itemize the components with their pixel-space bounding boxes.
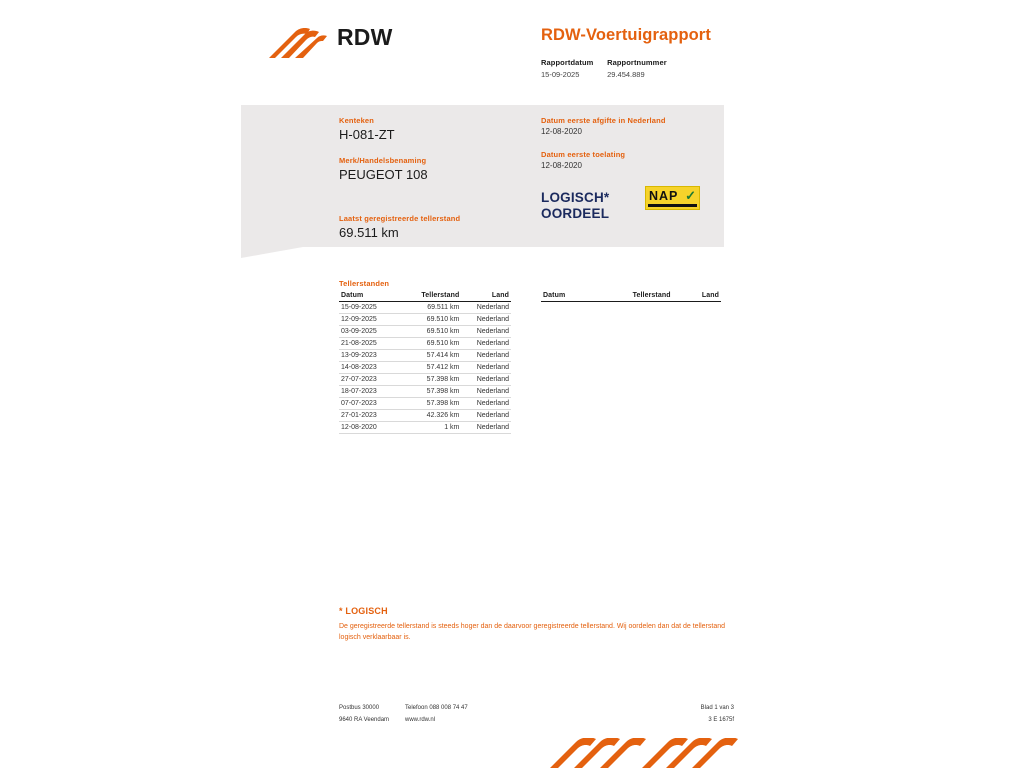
column-header-land: Land bbox=[461, 291, 511, 302]
cell-land: Nederland bbox=[461, 350, 511, 362]
note-title: * LOGISCH bbox=[339, 606, 388, 616]
cell-land: Nederland bbox=[461, 422, 511, 434]
page-title: RDW-Voertuigrapport bbox=[541, 26, 711, 44]
panel-notch-decoration bbox=[241, 247, 303, 258]
table-body bbox=[339, 302, 511, 434]
cell-tellerstand: 69.511 km bbox=[399, 302, 461, 314]
merk-label: Merk/Handelsbenaming bbox=[339, 156, 427, 165]
cell-land: Nederland bbox=[461, 326, 511, 338]
brand-wordmark: RDW bbox=[337, 24, 393, 50]
cell-datum: 14-08-2023 bbox=[339, 362, 399, 374]
table-row bbox=[339, 314, 511, 326]
verdict-text bbox=[541, 190, 609, 223]
cell-datum: 27-01-2023 bbox=[339, 410, 399, 422]
eerste-toelating-label: Datum eerste toelating bbox=[541, 150, 626, 159]
cell-datum: 12-08-2020 bbox=[339, 422, 399, 434]
report-date-label: Rapportdatum bbox=[541, 58, 594, 67]
column-header-tellerstand: Tellerstand bbox=[399, 291, 461, 302]
cell-datum: 18-07-2023 bbox=[339, 386, 399, 398]
report-date-block bbox=[541, 58, 605, 79]
column-header-datum: Datum bbox=[541, 291, 609, 302]
footer-form-code: 3 E 1675f bbox=[708, 717, 734, 723]
cell-land: Nederland bbox=[461, 386, 511, 398]
nap-badge bbox=[645, 186, 700, 210]
cell-tellerstand: 57.414 km bbox=[399, 350, 461, 362]
cell-land: Nederland bbox=[461, 362, 511, 374]
eerste-afgifte-label: Datum eerste afgifte in Nederland bbox=[541, 116, 666, 125]
table-header-row bbox=[339, 291, 511, 302]
cell-tellerstand: 69.510 km bbox=[399, 326, 461, 338]
column-header-datum: Datum bbox=[339, 291, 399, 302]
table-row bbox=[339, 422, 511, 434]
nap-label: NAP bbox=[649, 189, 679, 203]
cell-datum: 21-08-2025 bbox=[339, 338, 399, 350]
cell-tellerstand: 69.510 km bbox=[399, 314, 461, 326]
table-header-row bbox=[541, 291, 721, 302]
table-row bbox=[339, 374, 511, 386]
cell-land: Nederland bbox=[461, 338, 511, 350]
cell-tellerstand: 57.398 km bbox=[399, 386, 461, 398]
cell-datum: 07-07-2023 bbox=[339, 398, 399, 410]
verdict-line-2: OORDEEL bbox=[541, 206, 610, 222]
report-number-block bbox=[607, 58, 667, 79]
table-row bbox=[339, 326, 511, 338]
cell-land: Nederland bbox=[461, 410, 511, 422]
cell-tellerstand: 57.398 km bbox=[399, 398, 461, 410]
footer-page-number: Blad 1 van 3 bbox=[700, 705, 734, 711]
table-row bbox=[339, 302, 511, 314]
report-number-label: Rapportnummer bbox=[607, 58, 667, 67]
table-row bbox=[339, 410, 511, 422]
eerste-toelating-value: 12-08-2020 bbox=[541, 161, 582, 170]
table-row bbox=[339, 362, 511, 374]
eerste-afgifte-value: 12-08-2020 bbox=[541, 127, 582, 136]
cell-land: Nederland bbox=[461, 314, 511, 326]
panel-right-column bbox=[541, 116, 731, 184]
cell-tellerstand: 1 km bbox=[399, 422, 461, 434]
cell-tellerstand: 42.326 km bbox=[399, 410, 461, 422]
column-header-tellerstand: Tellerstand bbox=[609, 291, 672, 302]
table-row bbox=[339, 398, 511, 410]
footer-postbus: Postbus 30000 bbox=[339, 705, 380, 711]
report-date-value: 15-09-2025 bbox=[541, 70, 580, 79]
cell-tellerstand: 57.398 km bbox=[399, 374, 461, 386]
cell-datum: 15-09-2025 bbox=[339, 302, 399, 314]
kenteken-value: H-081-ZT bbox=[339, 127, 395, 142]
table-row bbox=[339, 386, 511, 398]
footer-website[interactable]: www.rdw.nl bbox=[405, 717, 436, 723]
footer-telefoon: Telefoon 088 008 74 47 bbox=[405, 705, 468, 711]
cell-datum: 12-09-2025 bbox=[339, 314, 399, 326]
cell-tellerstand: 57.412 km bbox=[399, 362, 461, 374]
panel-left-column bbox=[339, 116, 529, 254]
cell-datum: 13-09-2023 bbox=[339, 350, 399, 362]
tellerstanden-table bbox=[339, 291, 511, 434]
cell-land: Nederland bbox=[461, 398, 511, 410]
cell-tellerstand: 69.510 km bbox=[399, 338, 461, 350]
header-meta bbox=[541, 58, 801, 79]
rdw-logo-watermark-icon bbox=[548, 738, 788, 768]
cell-datum: 03-09-2025 bbox=[339, 326, 399, 338]
footer-plaats: 9640 RA Veendam bbox=[339, 717, 390, 723]
nap-bar-decoration bbox=[648, 204, 697, 207]
cell-datum: 27-07-2023 bbox=[339, 374, 399, 386]
laatste-tellerstand-value: 69.511 km bbox=[339, 225, 399, 240]
table-row bbox=[339, 350, 511, 362]
table-row bbox=[339, 338, 511, 350]
merk-value: PEUGEOT 108 bbox=[339, 167, 428, 182]
check-icon: ✓ bbox=[685, 188, 696, 203]
note-body: De geregistreerde tellerstand is steeds hoger dan de daarvoor geregistreerde tellerstand. Wij oordelen dan dat de tellerstand logisch verklaarbaar is. bbox=[339, 623, 726, 641]
column-header-land: Land bbox=[673, 291, 721, 302]
verdict-line-1: LOGISCH* bbox=[541, 190, 610, 205]
laatste-tellerstand-label: Laatst geregistreerde tellerstand bbox=[339, 214, 461, 223]
tellerstanden-table-second-column bbox=[541, 291, 721, 302]
report-number-value: 29.454.889 bbox=[607, 70, 645, 79]
cell-land: Nederland bbox=[461, 374, 511, 386]
cell-land: Nederland bbox=[461, 302, 511, 314]
tellerstanden-section-title: Tellerstanden bbox=[339, 279, 390, 288]
kenteken-label: Kenteken bbox=[339, 116, 374, 125]
